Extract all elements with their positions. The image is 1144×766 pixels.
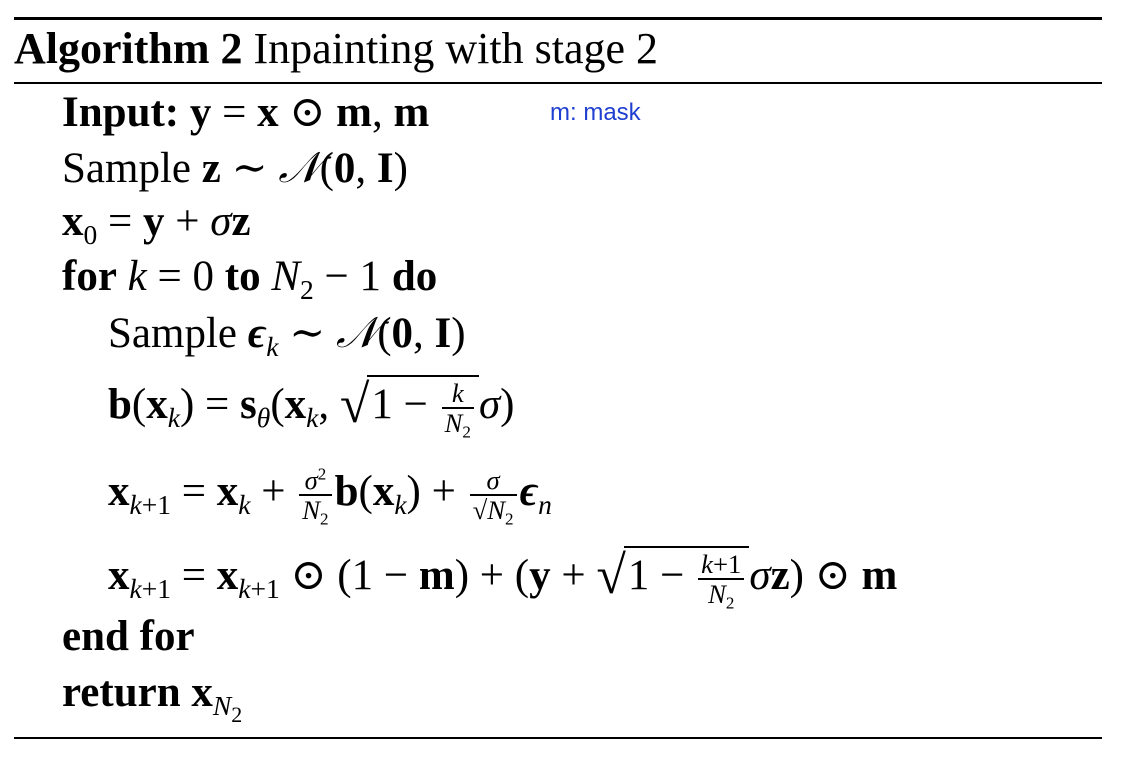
- return-expression: $x_{N_2}$: [191, 669, 243, 727]
- algorithm-line-score: [108, 374, 515, 442]
- for-keyword: for: [62, 253, 117, 300]
- do-keyword: do: [391, 253, 438, 300]
- algorithm-line-sample-eps: [108, 308, 466, 362]
- algorithm-title: Inpainting with stage 2: [253, 24, 659, 73]
- sample-word: Sample: [108, 310, 237, 357]
- caption-rule: [14, 82, 1102, 84]
- input-expression: y = x ⊙ m, m: [189, 89, 430, 136]
- bottom-rule: [14, 737, 1102, 739]
- score-expression: $b(x_k) = s_\theta(x_k$, √1 − $\frac{k}{N_2}$ σ): [108, 374, 515, 442]
- algorithm-line-update: [108, 464, 552, 529]
- projection-expression: $x_{k+1} = x_{k+1}$ ⊙ (1 − m) + (y + √1 − $\frac{k+1}{N_2}$ σz) ⊙ m: [108, 545, 898, 613]
- loop-end-expression: $N_2 - 1$: [271, 253, 382, 305]
- algorithm-line-end-for: [62, 612, 195, 662]
- algorithm-line-for: [62, 252, 438, 305]
- algorithm-line-projection: [108, 545, 898, 613]
- input-keyword: Input:: [62, 89, 180, 136]
- sample-z-expression: z ∼ 𝒩(0, I): [201, 143, 408, 193]
- algorithm-line-sample-z: [62, 143, 408, 194]
- input-comment: m: mask: [550, 99, 641, 126]
- loop-start-expression: k = 0: [127, 253, 215, 300]
- return-keyword: return: [62, 669, 181, 716]
- init-expression: $x_0 = y + \sigma z$: [62, 198, 251, 250]
- algorithm-line-return: [62, 668, 243, 727]
- end-for-keyword: end for: [62, 613, 195, 660]
- top-rule: [14, 17, 1102, 20]
- to-keyword: to: [224, 253, 261, 300]
- update-expression: $x_{k+1} = x_k$ + $\frac{\sigma^2}{N_2}$ $b(x_k)$ + $\frac{\sigma}{√N_2}$ $\epsilon_n$: [108, 464, 552, 529]
- algorithm-line-input: [62, 88, 429, 138]
- sample-eps-expression: $\epsilon_k$ ∼ 𝒩(0, I): [247, 308, 466, 362]
- sample-word: Sample: [62, 145, 191, 192]
- algorithm-caption: [14, 24, 658, 74]
- algorithm-label: Algorithm 2: [14, 24, 243, 73]
- algorithm-line-init: [62, 197, 251, 250]
